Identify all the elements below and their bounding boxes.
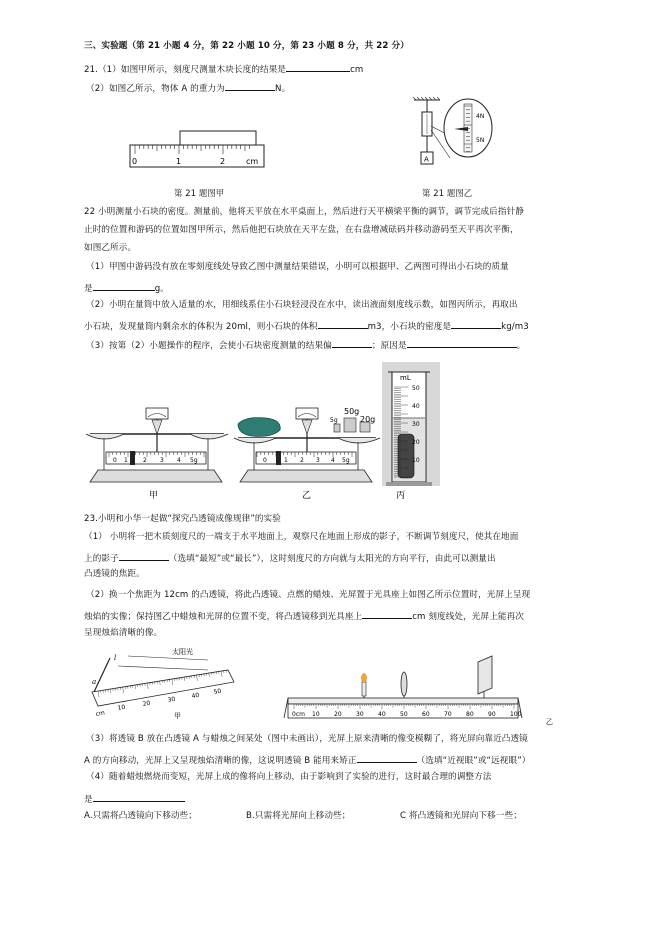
q22-sub2-unit: kg/m3 <box>501 322 529 332</box>
bench-tick-label: 100 <box>510 711 522 718</box>
q22-balance-yi <box>232 400 382 501</box>
weight-label-20g: 20g <box>360 415 376 424</box>
bench-tick-label: 0cm <box>292 711 305 718</box>
q23-sub2-text: 烛焰的实像；保持图乙中蜡烛和光屏的位置不变，将凸透镜移到光具座上 <box>84 612 363 622</box>
stone-on-pan <box>238 418 280 437</box>
cylinder-unit: mL <box>400 374 411 382</box>
weight-5g <box>334 424 340 432</box>
beam-tick-0: 0 <box>113 457 117 464</box>
q22-sub2-line1: （2）小明在量筒中放入适量的水，用细线系住小石块轻浸没在水中，读出液面刻度线示数，如图丙所示，再取出 <box>86 300 518 310</box>
bench-caption: 乙 <box>546 718 553 726</box>
q22-reason-blank[interactable] <box>407 338 517 348</box>
q22-sub2-text2: m3，小石块的密度是 <box>367 322 452 332</box>
bench-top <box>288 698 518 704</box>
beam-tick-2: 2 <box>143 457 147 464</box>
sr-tick-10: 10 <box>117 703 126 712</box>
beam-tick-yi-5: 5g <box>342 457 350 464</box>
q23-option-a[interactable]: A.只需将凸透镜向下移动些； <box>84 811 197 821</box>
pan-left <box>86 434 124 439</box>
q23-sub3-text2: （选填“近视眼”或“远视眼”） <box>416 756 531 766</box>
q22-sub3-line <box>86 338 525 352</box>
q23-sub1-line3: 凸透镜的焦距。 <box>84 569 145 579</box>
q23-figure-ruler-shadow <box>88 646 238 726</box>
q23-option-b[interactable]: B.只需将光屏向上移动些； <box>246 811 351 821</box>
beam-tick-yi-1: 1 <box>284 457 288 464</box>
label-a: a <box>92 678 97 686</box>
sr-tick-20: 20 <box>142 699 151 708</box>
beam-tick-5: 5g <box>190 457 198 464</box>
beam-tick-yi-2: 2 <box>300 457 304 464</box>
beam-tick-yi-4: 4 <box>331 457 335 464</box>
bench-tick-label: 50 <box>400 711 408 718</box>
q22-sub3-text2: ；原因是 <box>371 341 407 351</box>
balance-base <box>90 470 222 482</box>
q21-line2 <box>86 81 290 95</box>
q22-sub3-end: 。 <box>516 341 526 351</box>
q22-line1: 22 小明测量小石块的密度。测量前，他将天平放在水平桌面上，然后进行天平横梁平衡的调节，调节完成后指针静 <box>84 207 524 217</box>
cyl-tick-50: 50 <box>412 385 420 392</box>
ruler-label-2: 2 <box>220 157 226 166</box>
ruler-body <box>130 145 264 167</box>
cyl-tick-20: 20 <box>412 439 420 446</box>
q22-mass-blank[interactable] <box>93 281 155 291</box>
balance-caption-yi: 乙 <box>302 491 312 501</box>
q22-sub1-prefix: 是 <box>84 284 93 294</box>
ruler-label-1: 1 <box>176 157 182 166</box>
candle-flame <box>362 674 367 683</box>
section-header: 三、实验题（第 21 小题 4 分，第 22 小题 10 分，第 23 小题 8 分，共 22 分） <box>84 41 409 51</box>
bench-tick-label: 80 <box>466 711 474 718</box>
q23-shadow-blank[interactable] <box>119 551 169 561</box>
cylinder-caption-bing: 丙 <box>396 491 406 501</box>
bench-tick-label: 10 <box>312 711 320 718</box>
stick <box>94 658 110 692</box>
pan-right <box>190 434 228 439</box>
q23-sub1-text: 上的影子 <box>84 554 119 564</box>
q23-sub2-line1: （2）换一个焦距为 12cm 的凸透镜，将此凸透镜、点燃的蜡烛、光屏置于光具座上如图乙所示位置时，光屏上呈现 <box>86 590 531 600</box>
q21-figure-ruler <box>128 128 268 173</box>
weight-50g <box>344 418 356 432</box>
q23-method-blank[interactable] <box>93 792 185 802</box>
q22-sub1-line1: （1）甲图中游码没有放在零刻度线处导致乙图中测量结果错误，小明可以根据甲、乙两图可得出小石块的质量 <box>86 262 509 272</box>
q23-sub3-line2 <box>84 753 530 767</box>
q22-line2: 止时的位置和游码的位置如图甲所示，然后他把石块放在天平左盘，在右盘增减砝码并移动游码至天平再次平衡， <box>84 225 519 235</box>
q23-position-blank[interactable] <box>362 609 412 619</box>
bench-tick-label: 20 <box>334 711 342 718</box>
bench-tick-label: 90 <box>488 711 496 718</box>
ruler-label-0: 0 <box>132 157 138 166</box>
q23-sub2-line2 <box>84 609 524 623</box>
beam-tick-4: 4 <box>177 457 181 464</box>
small-ruler-cm: cm <box>95 709 106 718</box>
q21-unit-n: N。 <box>274 84 291 94</box>
fig-a-caption: 甲 <box>174 712 181 720</box>
rider-yi <box>276 451 281 465</box>
q22-line3: 如图乙所示。 <box>84 243 137 253</box>
q22-volume-blank[interactable] <box>318 319 368 329</box>
bench-tick-label: 70 <box>444 711 452 718</box>
q23-option-c[interactable]: C 将凸透镜和光屏向下移一些； <box>400 811 522 821</box>
beam-tick-yi-3: 3 <box>316 457 320 464</box>
q22-graduated-cylinder <box>382 362 442 501</box>
bench-tick-label: 40 <box>378 711 386 718</box>
candle <box>362 682 366 696</box>
sun-label: 太阳光 <box>172 648 193 656</box>
spring-label-4n: 4N <box>476 113 485 120</box>
q23-sub4-line1: （4）随着蜡烛燃烧而变短，光屏上成的像将向上移动，由于影响到了实验的进行，这时最合理的调整方法 <box>86 772 492 782</box>
rider-jia <box>130 451 135 465</box>
label-l: l <box>114 654 117 662</box>
q21-fig-a-caption: 第 21 题图甲 <box>174 188 225 198</box>
q22-sub2-text: 小石块，发现量筒内剩余水的体积为 20ml，则小石块的体积 <box>84 322 318 332</box>
q21-line1 <box>84 62 363 76</box>
q22-density-blank[interactable] <box>451 319 501 329</box>
q22-balance-jia <box>84 400 230 501</box>
q21-line2-text: （2）如图乙所示，物体 A 的重力为 <box>86 84 225 94</box>
sr-tick-40: 40 <box>191 691 200 700</box>
beam-tick-3: 3 <box>160 457 164 464</box>
spring-label-5n: 5N <box>476 137 485 144</box>
q23-sub4-prefix: 是 <box>84 795 93 805</box>
bench-tick-label: 60 <box>422 711 430 718</box>
q22-sub1-line2 <box>84 281 169 295</box>
q21-fig-b-caption: 第 21 题图乙 <box>422 188 473 198</box>
weight-label-5g: 5g <box>330 417 338 424</box>
q21-answer-blank-1[interactable] <box>286 62 350 72</box>
small-ruler <box>92 670 234 706</box>
q23-sub3-line1: （3）将透镜 B 放在凸透镜 A 与蜡烛之间某处（图中未画出），光屏上原来清晰的像变模糊了，将光屏向靠近凸透镜 <box>86 734 528 744</box>
q23-sub1-line2 <box>84 551 496 565</box>
convex-lens <box>401 672 407 696</box>
sr-tick-30: 30 <box>167 695 176 704</box>
q23-sub4-line2 <box>84 792 185 806</box>
cyl-tick-10: 10 <box>412 457 420 464</box>
q21-unit-cm: cm <box>350 65 364 75</box>
q22-sub2-line2 <box>84 319 529 333</box>
q23-sub1-text2: （选填“最短”或“最长”），这时刻度尺的方向就与太阳光的方向平行，由此可以测量出 <box>168 554 496 564</box>
q23-sub2-text2: cm 刻度线处，光屏上能再次 <box>412 612 524 622</box>
q23-optical-bench <box>284 652 554 724</box>
cyl-tick-30: 30 <box>412 421 420 428</box>
balance-caption-jia: 甲 <box>149 491 159 501</box>
beam-tick-1: 1 <box>124 457 128 464</box>
light-screen <box>478 656 492 694</box>
q23-sub2-line3: 呈现烛焰清晰的像。 <box>84 628 163 638</box>
q22-bias-blank[interactable] <box>332 338 372 348</box>
beam-tick-yi-0: 0 <box>263 457 267 464</box>
q23-sub3-text: A 的方向移动，光屏上又呈现烛焰清晰的像，这说明透镜 B 能用来矫正 <box>84 756 357 766</box>
bench-tick-label: 30 <box>356 711 364 718</box>
q22-sub1-unit: g。 <box>154 284 169 294</box>
q21-line1-text: 21.（1）如图甲所示，刻度尺测量木块长度的结果是 <box>84 65 287 75</box>
ruler-label-cm: cm <box>246 157 259 166</box>
wood-block <box>180 131 256 145</box>
q23-sub1-line1: （1） 小明将一把木质刻度尺的一端支于水平地面上，观察尺在地面上形成的影子，不断调节刻度尺，使其在地面 <box>84 532 519 542</box>
q22-sub3-text: （3）按第（2）小题操作的程序，会使小石块密度测量的结果偏 <box>86 341 332 351</box>
q21-figure-spring-scale <box>410 96 500 176</box>
weight-block-a-label: A <box>424 155 429 164</box>
weight-label-50g: 50g <box>344 407 360 416</box>
sr-tick-50: 50 <box>213 687 222 696</box>
q21-answer-blank-2[interactable] <box>225 81 275 91</box>
q23-line1: 23.小明和小华一起做“探究凸透镜成像规律”的实验 <box>84 514 281 524</box>
cyl-tick-40: 40 <box>412 403 420 410</box>
q23-eye-blank[interactable] <box>357 753 417 763</box>
